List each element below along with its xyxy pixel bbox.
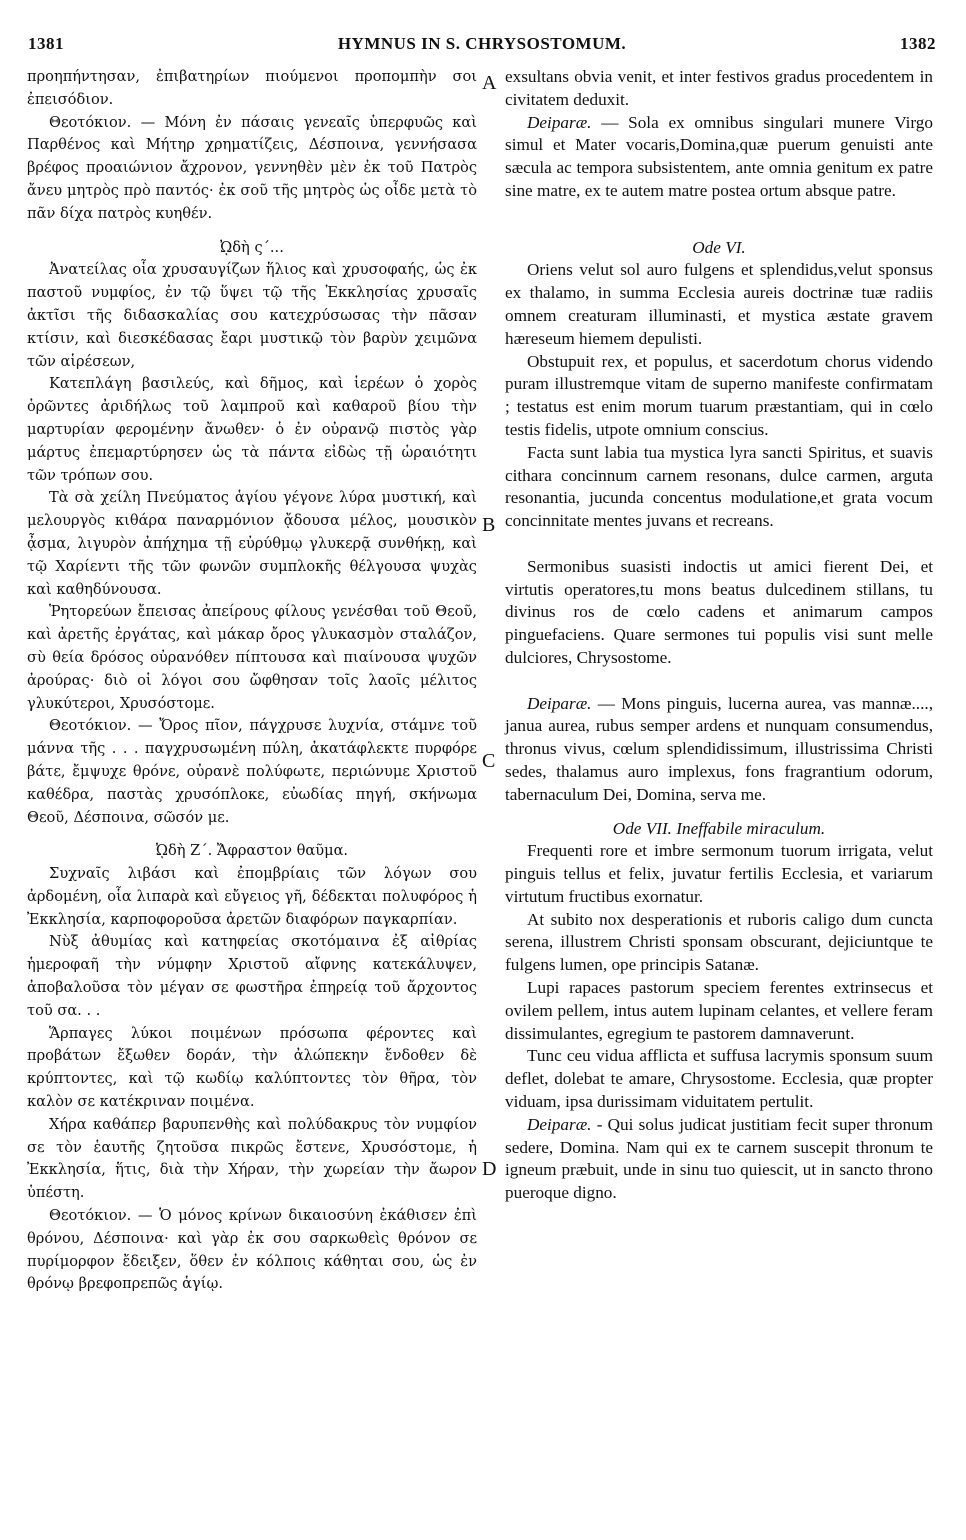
deiparae-label: Deiparæ. <box>527 112 592 132</box>
latin-paragraph: Facta sunt labia tua mystica lyra sancti Spiritus, et suavis cithara concinnum carnem resonans, dulce carmen, arguta resonantia, jucunda concentus modulatione,et grata vocum concinnitate mentes juvans et recreans. <box>505 442 933 531</box>
section-marker-b: B <box>482 514 496 536</box>
latin-deiparae-text: — Sola ex omnibus singulari munere Virgo simul et Mater vocaris,Domina,quæ puerum genuisti ante sæcula ac tempora subsistentem, ante omnia genitum ex patre sine matre, ex te autem matre postea ortum absque patre. <box>505 112 933 200</box>
latin-paragraph: Obstupuit rex, et populus, et sacerdotum chorus videndo puram illustremque vitam de superno manifeste confirmatam ; testatus est enim morum tuarum præstantiam, qui in cœlo testis fidelis, utpote omnium conscius. <box>505 351 933 439</box>
latin-deiparae-text: — Mons pinguis, lucerna aurea, vas mannæ...., janua aurea, rubus semper ardens et nunquam consumendus, thronus vivus, cœlum splendidissimum, illustrissima Christi sedes, thalamus auro implexus, fons fragrantium odorum, tabernaculum Dei, Domina, serva me. <box>505 693 933 804</box>
greek-theotokion: Θεοτόκιον. — Ὄρος πῖον, πάγχρυσε λυχνία, στάμνε τοῦ μάννα τῆς . . . παγχρυσωμένη πύλη, ἀκατάφλεκτε πυρφόρε βάτε, ἔμψυχε θρόνε, οὐρανὲ πολύφωτε, περιώνυμε Χριστοῦ καθέδρα, παστὰς χρυσόπλοκε, εὐωδίας πηγή, σκήνωμα Θεοῦ, Δέσποινα, σῶσόν με. <box>27 717 477 826</box>
page-header <box>28 34 936 58</box>
greek-paragraph: Ἀνατείλας οἷα χρυσαυγίζων ἥλιος καὶ χρυσοφαής, ὡς ἐκ παστοῦ νυμφίος, ἐν τῷ ὕψει τῷ τῆς Ἐκκλησίας χρυσαῖς ἀκτῖσι τῆς διδασκαλίας σου κατεχρύσωσας τὴν πᾶσαν κτίσιν, καὶ διεσκέδασας ἔαρι μυστικῷ τὸν βαρὺν χειμῶνα τῶν αἱρέσεων, <box>27 261 477 370</box>
latin-paragraph: Tunc ceu vidua afflicta et suffusa lacrymis sponsum suum deflet, dolebat te amare, Chrysostome. Ecclesia, quæ propter viduam, ipsa durissimam viduitatem pertulit. <box>505 1046 933 1112</box>
greek-paragraph: Ῥητορεύων ἔπεισας ἀπείρους φίλους γενέσθαι τοῦ Θεοῦ, καὶ ἀρετῆς ἐργάτας, καὶ μάκαρ ὄρος γλυκασμὸν σταλάζον, σὺ θεία δρόσος οὐρανόθεν πίπτουσα καὶ πιαίνουσα ψυχῶν ἀρούρας· διὸ οἱ λόγοι σου ὤφθησαν τοῖς λαοῖς μέλιτος γλυκύτεροι, Χρυσόστομε. <box>27 603 477 712</box>
greek-paragraph: Κατεπλάγη βασιλεύς, καὶ δῆμος, καὶ ἱερέων ὁ χορὸς ὁρῶντες ἀριδήλως τοῦ λαμπροῦ καὶ καθαροῦ βίου τὴν μαρτυρίαν φερομένην ἄνωθεν· ὁ ἐν οὐρανῷ πιστὸς γὰρ μάρτυς ἐπεμαρτύρησεν ὡς τὰ πάντα εἰδὼς τῇ ὡραιότητι τῶν τρόπων σου. <box>27 375 477 484</box>
latin-ode-heading: Ode VI. <box>692 237 746 257</box>
latin-paragraph: At subito nox desperationis et ruboris caligo dum cuncta serena, illustrem Christi sponsam obscurant, dejiciuntque te fulgens lumen, ope principis Satanæ. <box>505 909 933 975</box>
greek-theotokion: Θεοτόκιον. — Μόνη ἐν πάσαις γενεαῖς ὑπερφυῶς καὶ Παρθένος καὶ Μήτηρ χρηματίζεις, Δέσποινα, γεννήσασα βρέφος προαιώνιον ἄχρονον, γεννηθὲν μὲν ἐκ τοῦ Πατρὸς ἄνευ μητρὸς πρὸ παντός· ἐκ σοῦ τῆς μητρὸς ὡς οἶδε μετὰ τὸ πᾶν δίχα πατρὸς κυηθέν. <box>27 113 477 222</box>
greek-theotokion: Θεοτόκιον. — Ὁ μόνος κρίνων δικαιοσύνη ἐκάθισεν ἐπὶ θρόνου, Δέσποινα· καὶ γὰρ ἐκ σου σαρκωθεὶς θρόνον σε πυρίμορφον ἔδειξεν, ὅθεν ἐν κόλποις κάθηται σου, ὡς ἐν θρόνῳ βρεφοπρεπῶς ἁγίῳ. <box>27 1207 477 1293</box>
latin-deiparae-text: - Qui solus judicat justitiam fecit super thronum sedere, Domina. Nam qui ex te carnem suscepit thronum te igneum præbuit, unde in sinu tuo quiescit, ut in sancto throno pueroque digno. <box>505 1114 934 1203</box>
greek-ode-heading: ᾨδὴ Ζ΄. Ἄφραστον θαῦμα. <box>155 842 349 860</box>
greek-paragraph: Τὰ σὰ χείλη Πνεύματος ἁγίου γέγονε λύρα μυστική, καὶ μελουργὸς κιθάρα παναρμόνιον ᾄδουσα μέλος, μουσικὸν ᾆσμα, λιγυρὸν ἀπήχημα τῇ εὐρύθμῳ γλυκερᾷ συνθήκῃ, καὶ τῷ Χαρίεντι τῆς τῶν φωνῶν συμπλοκῆς θέλγουσα ψυχὰς καὶ καθηδύνουσα. <box>27 489 477 598</box>
greek-paragraph: Νὺξ ἀθυμίας καὶ κατηφείας σκοτόμαινα ἐξ αἰθρίας ἡμεροφαῆ τὴν νύμφην Χριστοῦ αἴφνης κατεκάλυψεν, ἀποβαλοῦσα τὸν μέγαν σε φωστῆρα ἐπηρείᾳ τοῦ ἄρχοντος τοῦ σα. . . <box>27 933 477 1019</box>
running-title: HYMNUS IN S. CHRYSOSTOMUM. <box>337 34 627 53</box>
greek-paragraph: Χήρα καθάπερ βαρυπενθὴς καὶ πολύδακρυς τὸν νυμφίον σε τὸν ἑαυτῆς ζητοῦσα πικρῶς ἔστενε, Χρυσόστομε, ἡ Ἐκκλησία, ἥτις, διὰ τὴν Χήραν, τὴν χωρείαν τὴν ἄωρον ὑπέστη. <box>27 1115 477 1202</box>
latin-deiparae <box>505 112 933 203</box>
latin-deiparae <box>505 693 933 807</box>
deiparae-label: Deiparæ. <box>527 693 592 713</box>
latin-deiparae <box>505 1114 933 1205</box>
greek-paragraph: Συχναῖς λιβάσι καὶ ἐπομβρίαις τῶν λόγων σου ἀρδομένη, οἷα λιπαρὰ καὶ εὔγειος γῆ, δέδεκται πολυφόρος ἡ Ἐκκλησία, καρποφοροῦσα ἀρετῶν διαφόρων παγκαρπίαν. <box>27 865 477 928</box>
latin-paragraph: Lupi rapaces pastorum speciem ferentes extrinsecus et ovilem pellem, intus autem lupinam celantes, et vellere feram dissimulantes, egregium te pastorem damnaverunt. <box>505 978 933 1043</box>
latin-column <box>505 66 933 1205</box>
latin-ode-heading: Ode VII. Ineffabile miraculum. <box>612 818 826 838</box>
latin-paragraph: Frequenti rore et imbre sermonum tuorum irrigata, velut pinguis tellus et felix, juvatur fertilis Ecclesia, et variarum virtutum fructibus exornatur. <box>505 841 933 906</box>
latin-paragraph: exsultans obvia venit, et inter festivos gradus procedentem in civitatem deduxit. <box>505 67 933 109</box>
deiparae-label: Deiparæ. <box>527 1114 592 1134</box>
latin-paragraph: Sermonibus suasisti indoctis ut amici fierent Dei, et virtutis operatores,tu mons beatus dulcedinem stillans, tu divinus ros de cœlo cadens et animarum campos pinguefaciens. Quare sermones tui populis visi sunt melle dulciores, Chrysostome. <box>505 556 933 667</box>
greek-paragraph: προηπήντησαν, ἐπιβατηρίων πιούμενοι προπομπὴν σοι ἐπεισόδιον. <box>27 68 477 108</box>
section-marker-a: A <box>482 72 497 94</box>
greek-ode-heading: ᾨδὴ ς΄... <box>220 238 284 256</box>
section-marker-d: D <box>482 1158 497 1180</box>
greek-column <box>27 66 477 1296</box>
left-page-number: 1381 <box>28 34 64 53</box>
greek-paragraph: Ἅρπαγες λύκοι ποιμένων πρόσωπα φέροντες καὶ προβάτων ἔξωθεν δοράν, τὴν ἀλώπεκην ἔνδοθεν δὲ κρύπτοντες, καὶ τῷ κωδίῳ καλύπτοντες τὸν θῆρα, τὸν καλὸν σε κατέκριναν ποιμένα. <box>27 1024 477 1111</box>
latin-paragraph: Oriens velut sol auro fulgens et splendidus,velut sponsus ex thalamo, in summa Ecclesia aureis doctrinæ tuæ radiis omnem creaturam illuminasti, et mystica æstate gravem hæreseum hiemem depulisti. <box>505 260 933 348</box>
section-marker-c: C <box>482 750 496 772</box>
right-page-number: 1382 <box>900 34 936 53</box>
